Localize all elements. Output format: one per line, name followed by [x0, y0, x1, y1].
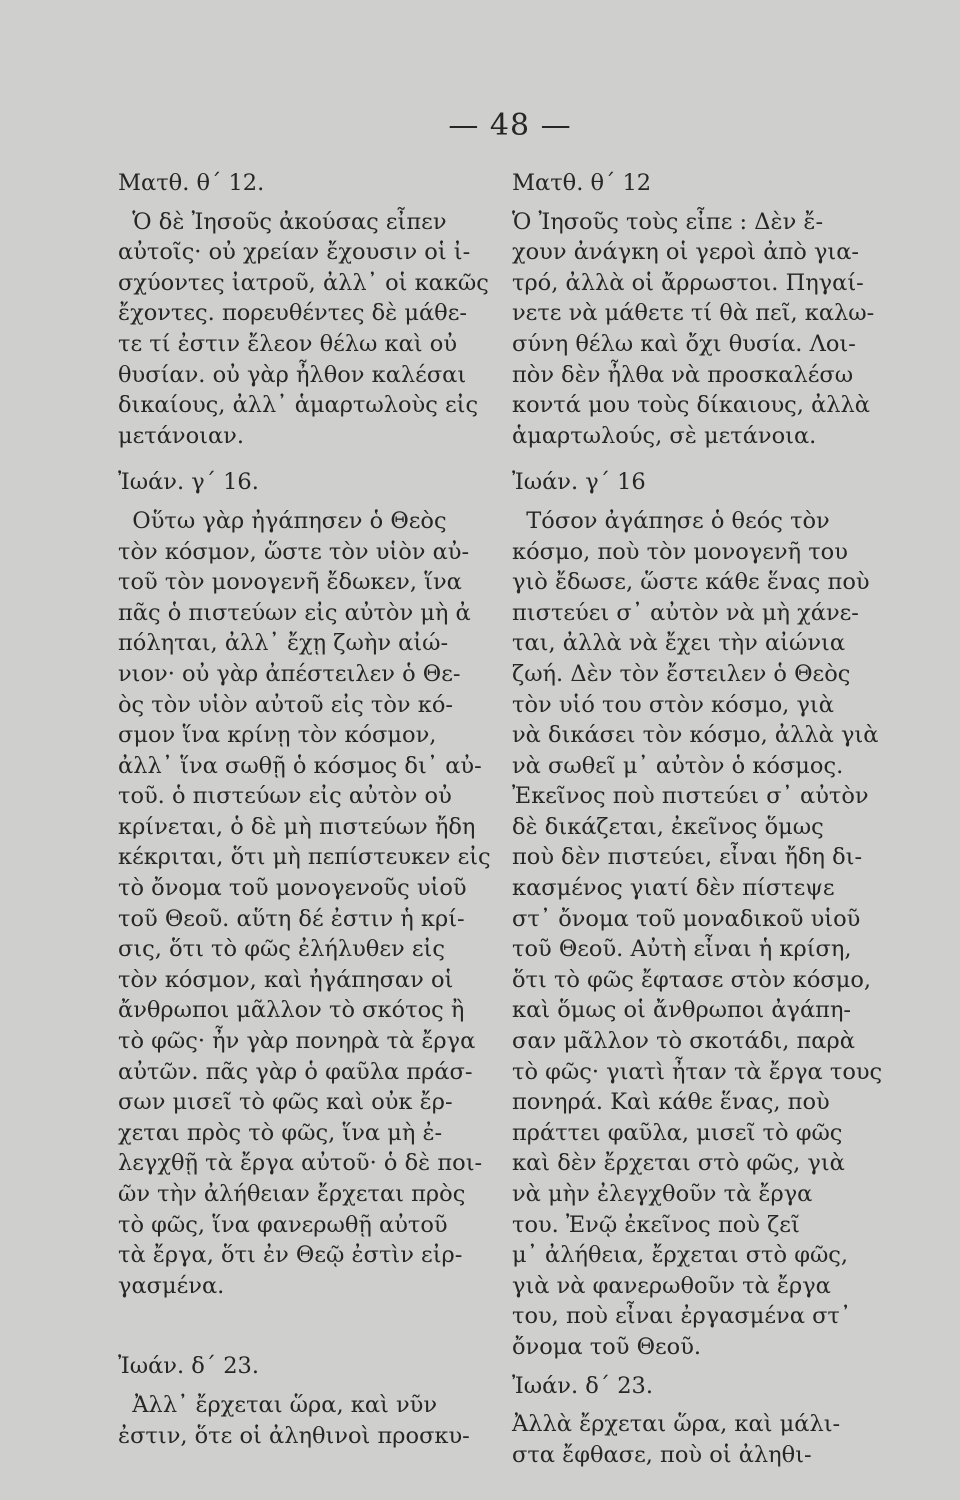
text-line: πᾶς ὁ πιστεύων εἰς αὐτὸν μὴ ἀ [118, 599, 471, 626]
text-line: τὸν υἱό του στὸν κόσμο, γιὰ [512, 691, 834, 718]
text-line: στ᾿ ὄνομα τοῦ μοναδικοῦ υἱοῦ [512, 905, 861, 932]
text-line: πὸν δὲν ἦλθα νὰ προσκαλέσω [512, 361, 854, 388]
text-line: ἀλλ᾿ ἵνα σωθῇ ὁ κόσμος δι᾿ αὐ- [118, 752, 482, 779]
text-line: λεγχθῇ τὰ ἔργα αὐτοῦ· ὁ δὲ ποι- [118, 1150, 483, 1177]
text-line: κόσμο, ποὺ τὸν μονογενῆ του [512, 538, 848, 565]
text-line: πονηρά. Καὶ κάθε ἕνας, ποὺ [512, 1089, 830, 1116]
text-line: πόληται, ἀλλ᾿ ἔχῃ ζωὴν αἰώ- [118, 630, 449, 657]
text-line: τοῦ τὸν μονογενῆ ἔδωκεν, ἵνα [118, 569, 462, 596]
text-line: Ὁ Ἰησοῦς τοὺς εἶπε : Δὲν ἔ- [512, 208, 824, 235]
text-line: ἁμαρτωλούς, σὲ μετάνοια. [512, 422, 817, 449]
text-line: ποὺ δὲν πιστεύει, εἶναι ἤδη δι- [512, 844, 863, 871]
text-line: πράττει φαῦλα, μισεῖ τὸ φῶς [512, 1119, 843, 1146]
text-line: μετάνοιαν. [118, 422, 244, 449]
text-line: σαν μᾶλλον τὸ σκοτάδι, παρὰ [512, 1028, 855, 1055]
text-line: καὶ δὲν ἔρχεται στὸ φῶς, γιὰ [512, 1150, 845, 1177]
text-line: νετε νὰ μάθετε τί θὰ πεῖ, καλω- [512, 300, 875, 327]
text-line: τὸ φῶς· ἦν γὰρ πονηρὰ τὰ ἔργα [118, 1028, 476, 1055]
text-line: τοῦ Θεοῦ. αὕτη δέ ἐστιν ἡ κρί- [118, 905, 465, 932]
text-line: ὅτι τὸ φῶς ἔφτασε στὸν κόσμο, [512, 966, 872, 993]
text-line: νὰ δικάσει τὸν κόσμο, ἀλλὰ γιὰ [512, 722, 879, 749]
text-line: χουν ἀνάγκη οἱ γεροὶ ἀπὸ για- [512, 239, 860, 266]
text-line: δὲ δικάζεται, ἐκεῖνος ὅμως [512, 813, 824, 840]
text-line: τοῦ. ὁ πιστεύων εἰς αὐτὸν οὐ [118, 783, 452, 810]
text-line: καὶ ὅμως οἱ ἄνθρωποι ἀγάπη- [512, 997, 852, 1024]
text-line: Ἀλλὰ ἔρχεται ὥρα, καὶ μάλι- [512, 1411, 841, 1438]
text-line: σων μισεῖ τὸ φῶς καὶ οὐκ ἔρ- [118, 1089, 453, 1116]
text-line: κέκριται, ὅτι μὴ πεπίστευκεν εἰς [118, 844, 491, 871]
text-line: κασμένος γιατί δὲν πίστεψε [512, 875, 835, 902]
left-column-ancient-text [118, 168, 498, 1451]
text-line: σις, ὅτι τὸ φῶς ἐλήλυθεν εἰς [118, 936, 445, 963]
text-line: Ἐκεῖνος ποὺ πιστεύει σ᾿ αὐτὸν [512, 783, 869, 810]
text-line: σύνη θέλω καὶ ὄχι θυσία. Λοι- [512, 330, 856, 357]
text-line: τοῦ Θεοῦ. Αὐτὴ εἶναι ἡ κρίση, [512, 936, 852, 963]
verse-reference: Ἰωάν. γ΄ 16. [118, 469, 259, 496]
text-line: αὐτοῖς· οὐ χρείαν ἔχουσιν οἱ ἰ- [118, 239, 471, 266]
text-line: τὸν κόσμον, καὶ ἠγάπησαν οἱ [118, 966, 454, 993]
text-line: ἄνθρωποι μᾶλλον τὸ σκότος ἢ [118, 997, 465, 1024]
text-line: τὸ φῶς· γιατὶ ἦταν τὰ ἔργα τους [512, 1058, 883, 1085]
text-line: τὸ φῶς, ἵνα φανερωθῇ αὐτοῦ [118, 1211, 448, 1238]
text-line: ῶν τὴν ἀλήθειαν ἔρχεται πρὸς [118, 1181, 466, 1207]
text-line: γιὰ νὰ φανερωθοῦν τὰ ἔργα [512, 1272, 831, 1299]
text-line: τὸν κόσμον, ὥστε τὸν υἱὸν αὐ- [118, 538, 470, 565]
text-line: στα ἔφθασε, ποὺ οἱ ἀληθι- [512, 1441, 812, 1468]
text-line: αὐτῶν. πᾶς γὰρ ὁ φαῦλα πράσ- [118, 1058, 473, 1085]
text-line: του, ποὺ εἶναι ἐργασμένα στ᾿ [512, 1303, 852, 1330]
text-line: χεται πρὸς τὸ φῶς, ἵνα μὴ ἐ- [118, 1119, 443, 1146]
text-line: νιον· οὐ γὰρ ἀπέστειλεν ὁ Θε- [118, 660, 461, 687]
text-line: μ᾿ ἀλήθεια, ἔρχεται στὸ φῶς, [512, 1242, 849, 1269]
text-line: Ὁ δὲ Ἰησοῦς ἀκούσας εἶπεν [118, 208, 447, 235]
text-line: ὄνομα τοῦ Θεοῦ. [512, 1333, 702, 1360]
text-line: σχύοντες ἰατροῦ, ἀλλ᾿ οἱ κακῶς [118, 269, 489, 296]
verse-reference: Ματθ. θ΄ 12 [512, 170, 652, 196]
text-line: τὸ ὄνομα τοῦ μονογενοῦς υἱοῦ [118, 875, 467, 902]
text-line: ται, ἀλλὰ νὰ ἔχει τὴν αἰώνια [512, 630, 846, 657]
text-line: Τόσον ἀγάπησε ὁ θεός τὸν [512, 507, 830, 534]
verse-reference: Ἰωάν. γ΄ 16 [512, 469, 646, 496]
text-line: πιστεύει σ᾿ αὐτὸν νὰ μὴ χάνε- [512, 599, 859, 626]
text-line: κρίνεται, ὁ δὲ μὴ πιστεύων ἤδη [118, 813, 476, 840]
text-line: ζωή. Δὲν τὸν ἔστειλεν ὁ Θεὸς [512, 660, 851, 687]
text-line: νὰ σωθεῖ μ᾿ αὐτὸν ὁ κόσμος. [512, 752, 844, 779]
text-line: τε τί ἐστιν ἔλεον θέλω καὶ οὐ [118, 330, 457, 357]
text-line: δικαίους, ἀλλ᾿ ἁμαρτωλοὺς εἰς [118, 392, 479, 419]
text-line: του. Ἐνῷ ἐκεῖνος ποὺ ζεῖ [512, 1211, 800, 1238]
text-line: τὰ ἔργα, ὅτι ἐν Θεῷ ἐστὶν εἰρ- [118, 1242, 463, 1269]
text-line: ὸς τὸν υἱὸν αὐτοῦ εἰς τὸν κό- [118, 691, 453, 718]
verse-reference: Ἰωάν. δ΄ 23. [512, 1372, 653, 1399]
verse-reference: Ἰωάν. δ΄ 23. [118, 1353, 259, 1380]
right-column-modern-text [512, 168, 884, 1470]
text-line: Ἀλλ᾿ ἔρχεται ὥρα, καὶ νῦν [118, 1391, 438, 1418]
verse-reference: Ματθ. θ΄ 12. [118, 170, 265, 196]
text-line: κοντά μου τοὺς δίκαιους, ἀλλὰ [512, 392, 870, 419]
text-line: Οὕτω γὰρ ἠγάπησεν ὁ Θεὸς [118, 507, 447, 534]
text-line: νὰ μὴν ἐλεγχθοῦν τὰ ἔργα [512, 1181, 813, 1207]
text-line: θυσίαν. οὐ γὰρ ἦλθον καλέσαι [118, 361, 467, 388]
text-line: σμον ἵνα κρίνῃ τὸν κόσμον, [118, 722, 437, 749]
text-line: τρό, ἀλλὰ οἱ ἄρρωστοι. Πηγαί- [512, 269, 864, 296]
text-line: ἔχοντες. πορευθέντες δὲ μάθε- [118, 300, 467, 327]
text-line: γασμένα. [118, 1272, 225, 1299]
text-line: γιὸ ἔδωσε, ὥστε κάθε ἕνας ποὺ [512, 569, 870, 596]
page-number: — 48 — [448, 108, 572, 143]
text-line: ἐστιν, ὅτε οἱ ἀληθινοὶ προσκυ- [118, 1422, 470, 1449]
